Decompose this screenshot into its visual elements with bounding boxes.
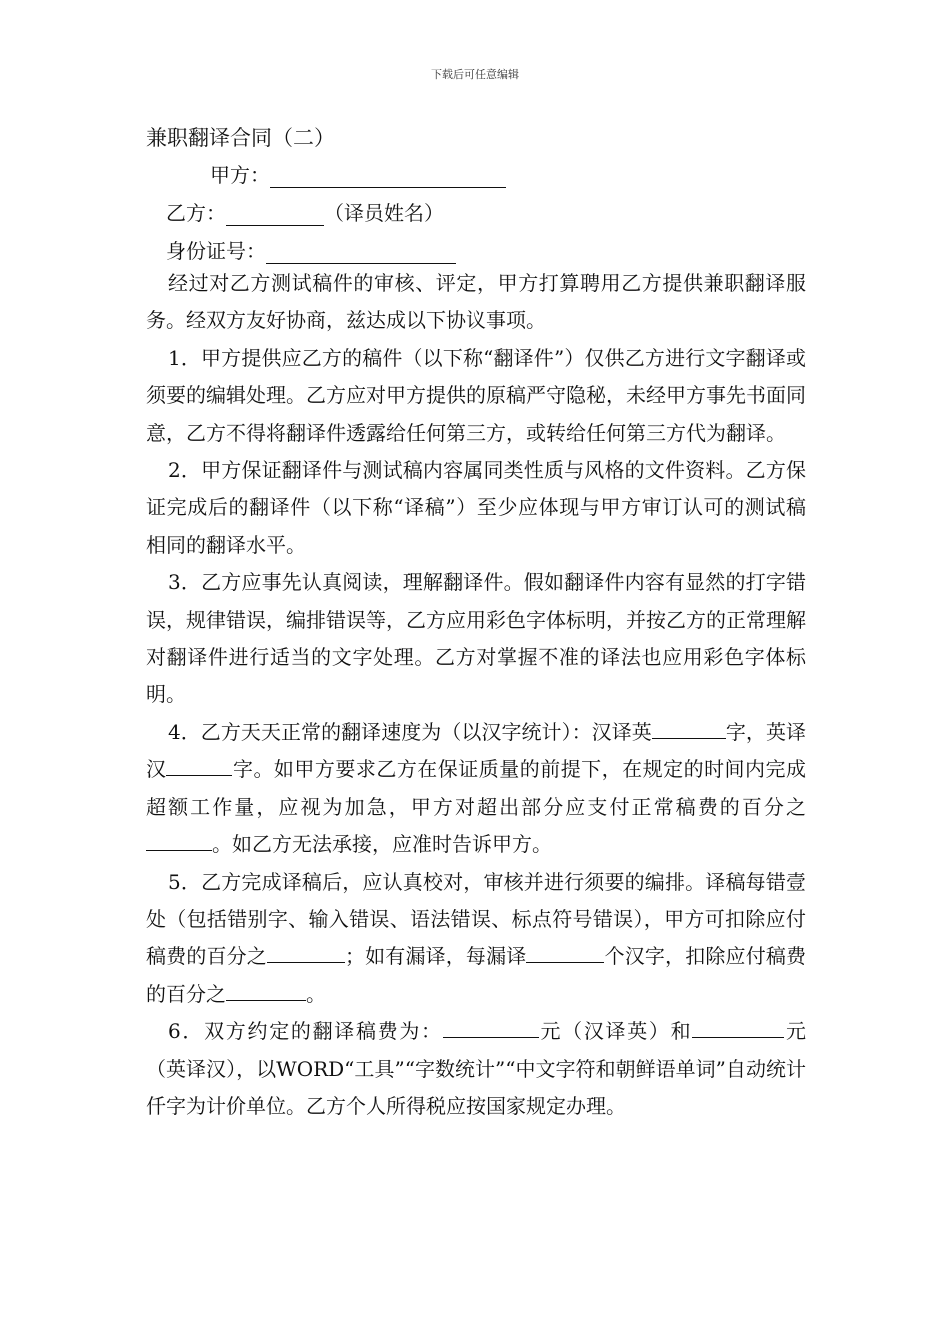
id-number-blank	[266, 241, 456, 264]
blank-en-ch-fee	[692, 1019, 784, 1038]
intro-paragraph: 经过对乙方测试稿件的审核、评定，甲方打算聘用乙方提供兼职翻译服务。经双方友好协商，兹达成以下协议事项。	[146, 271, 806, 333]
blank-rush-percent	[146, 832, 212, 851]
clause-5-part-c: 个汉字，扣除应付稿费的百分之	[146, 944, 807, 1006]
clause-6-part-c: 元（英译汉），以WORD“工具”“字数统计”“中文字符和朝鲜语单词”自动统计仟字为计价单位。乙方个人所得税应按国家规定办理。	[146, 1019, 807, 1118]
contract-body	[146, 265, 806, 1125]
party-b-line	[166, 197, 444, 226]
blank-omission-count	[526, 944, 604, 963]
blank-omission-percent	[226, 982, 306, 1001]
clause-5-part-b: ；如有漏译，每漏译	[344, 944, 527, 969]
blank-en-ch-speed	[166, 757, 232, 776]
clause-3: 3．乙方应事先认真阅读，理解翻译件。假如翻译件内容有显然的打字错误，规律错误，编排错误等，乙方应用彩色字体标明，并按乙方的正常理解对翻译件进行适当的文字处理。乙方对掌握不准的译法也应用彩色字体标明。	[146, 570, 806, 707]
blank-ch-en-fee	[443, 1019, 539, 1038]
clause-4-part-c: 字。如甲方要求乙方在保证质量的前提下，在规定的时间内完成超额工作量，应视为加急，甲方对超出部分应支付正常稿费的百分之	[146, 757, 807, 819]
clause-4-part-a: 4．乙方天天正常的翻译速度为（以汉字统计）：汉译英	[168, 719, 652, 744]
clause-6-part-b: 元（汉译英）和	[538, 1019, 693, 1044]
blank-ch-en-speed	[652, 720, 726, 739]
clause-5-part-a: 5．乙方完成译稿后，应认真校对，审核并进行须要的编排。译稿每错壹处（包括错别字、输入错误、语法错误、标点符号错误），甲方可扣除应付稿费的百分之	[146, 869, 806, 969]
clause-4-part-b: 字，英译汉	[146, 719, 807, 782]
clause-5-part-d: 。	[306, 981, 326, 1006]
party-a-label: 甲方：	[210, 163, 270, 187]
clause-4-part-d: 。如乙方无法承接，应准时告诉甲方。	[212, 832, 552, 857]
party-a-blank	[270, 165, 506, 188]
clause-6	[146, 1013, 806, 1125]
id-number-label: 身份证号：	[166, 239, 266, 263]
party-b-blank	[226, 203, 324, 226]
clause-5	[146, 864, 806, 1014]
clause-1: 1．甲方提供应乙方的稿件（以下称“翻译件”）仅供乙方进行文字翻译或须要的编辑处理。乙方应对甲方提供的原稿严守隐秘，未经甲方事先书面同意，乙方不得将翻译件透露给任何第三方，或转给任何第三方代为翻译。	[146, 345, 806, 445]
id-number-line	[166, 235, 456, 264]
party-b-label: 乙方：	[166, 201, 226, 225]
blank-error-percent	[267, 944, 345, 963]
clause-2: 2．甲方保证翻译件与测试稿内容属同类性质与风格的文件资料。乙方保证完成后的翻译件（以下称“译稿”）至少应体现与甲方审订认可的测试稿相同的翻译水平。	[146, 458, 806, 557]
clause-4	[146, 714, 806, 864]
page-header: 下载后可任意编辑	[431, 68, 519, 81]
party-b-note: （译员姓名）	[324, 201, 444, 225]
clause-6-part-a: 6．双方约定的翻译稿费为：	[168, 1019, 443, 1044]
party-a-line	[210, 159, 506, 188]
document-title: 兼职翻译合同（二）	[146, 126, 335, 150]
